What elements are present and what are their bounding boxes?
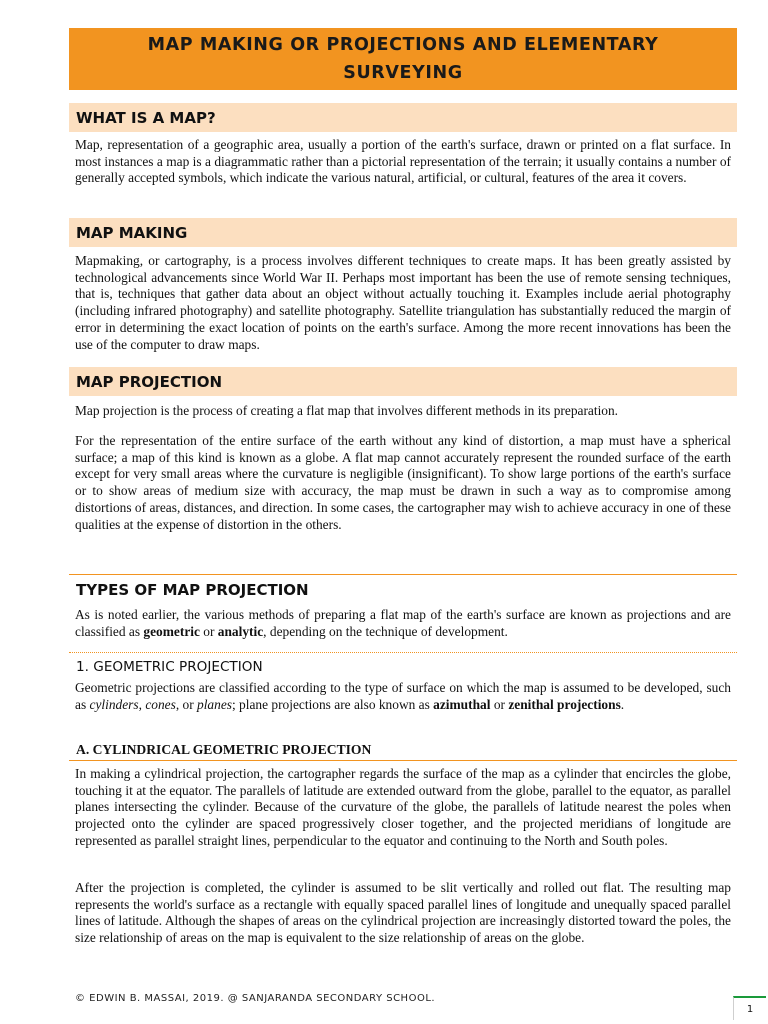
section-heading-map-making	[69, 218, 737, 247]
text-run: , depending on the technique of development.	[263, 623, 508, 639]
paragraph-cylindrical-2: After the projection is completed, the cylinder is assumed to be slit vertically and rolled out flat. The resulting map represents the world's surface as a rectangle with equally spaced parallel lines of longitude and unequally spaced parallel lines of latitude. Although the shapes of areas on the cylindrical projection are increasingly distorted toward the poles, the size relationship of areas on the map is equivalent to the size relationship of areas on the globe.	[75, 880, 731, 946]
section-heading-label: WHAT IS A MAP?	[76, 108, 216, 127]
paragraph-map-projection-detail: For the representation of the entire surface of the earth without any kind of distortion, a map must have a spherical surface; a map of this kind is known as a globe. A flat map cannot accurately represent the rounded surface of the earth except for very small areas where the curvature is negligible (insignificant). To show large portions of the earth's surface or to show areas of medium size with accuracy, the map must be drawn in such a way as to compromise among distortions of areas, distances, and direction. In some cases, the cartographer may wish to achieve accuracy in one of these qualities at the expense of distortion in the others.	[75, 433, 731, 532]
footer-copyright: © EDWIN B. MASSAI, 2019. @ SANJARANDA SECONDARY SCHOOL.	[75, 993, 436, 1004]
term-cylinders: cylinders	[89, 696, 139, 712]
subheading-geometric-projection	[69, 652, 737, 675]
section-heading-label: MAP PROJECTION	[76, 372, 223, 391]
text-run: ,	[138, 696, 146, 712]
section-heading-types-of-map-projection	[69, 574, 737, 605]
term-geometric: geometric	[143, 623, 200, 639]
text-run: ; plane projections are also known as	[231, 696, 434, 712]
subheading-label: A. CYLINDRICAL GEOMETRIC PROJECTION	[76, 741, 372, 757]
text-run: or	[199, 623, 218, 639]
paragraph-cylindrical-1: In making a cylindrical projection, the cartographer regards the surface of the map as a cylinder that encircles the globe, touching it at the equator. The parallels of latitude are extended outward from the globe, parallel to the equator, as parallel planes intersecting the cylinder. Because of the curvature of the globe, the parallels of latitude nearest the poles when projected onto the cylinder are spaced progressively closer together, and the projected meridians of longitude are represented as parallel straight lines, perpendicular to the equator and continuing to the North and South poles.	[75, 766, 731, 848]
subheading-label: 1. GEOMETRIC PROJECTION	[76, 659, 263, 675]
text-run: .	[620, 696, 625, 712]
subheading-cylindrical-projection	[69, 739, 737, 761]
section-heading-map-projection	[69, 367, 737, 396]
paragraph-geometric	[75, 680, 731, 713]
text-run: Geometric projections are classified according to the type of surface on which the map is assumed to be developed, such as	[75, 680, 731, 712]
text-run: or	[490, 696, 509, 712]
term-planes: planes	[197, 696, 232, 712]
section-heading-what-is-a-map	[69, 103, 737, 132]
term-cones: cones	[145, 696, 176, 712]
text-run: As is noted earlier, the various methods of preparing a flat map of the earth's surface are known as projections and are classified as	[75, 607, 731, 639]
page-number: 1	[733, 996, 766, 1020]
term-azimuthal: azimuthal	[433, 696, 491, 712]
paragraph-map-projection-intro: Map projection is the process of creating a flat map that involves different methods in its preparation.	[75, 403, 619, 418]
section-heading-label: TYPES OF MAP PROJECTION	[76, 581, 309, 599]
document-title: MAP MAKING OR PROJECTIONS AND ELEMENTARY SURVEYING	[147, 35, 659, 83]
term-analytic: analytic	[217, 623, 264, 639]
title-banner	[69, 28, 737, 90]
paragraph-what-is-a-map: Map, representation of a geographic area, usually a portion of the earth's surface, drawn or printed on a flat surface. In most instances a map is a diagrammatic rather than a pictorial representation of the terrain; it usually contains a number of generally accepted symbols, which indicate the various natural, artificial, or cultural, features of the area it covers.	[75, 137, 731, 186]
paragraph-map-making: Mapmaking, or cartography, is a process involves different techniques to create maps. It has been greatly assisted by technological advancements since World War II. Perhaps most important has been the use of remote sensing techniques, that is, techniques that gather data about an object without actually touching it. Examples include aerial photography (including infrared photography) and satellite photography. Satellite triangulation has substantially reduced the margin of error in determining the exact location of points on the earth's surface. Among the more recent innovations has been the use of the computer to draw maps.	[75, 253, 731, 352]
paragraph-types	[75, 607, 731, 640]
term-zenithal-projections: zenithal projections	[508, 696, 621, 712]
section-heading-label: MAP MAKING	[76, 223, 188, 242]
text-run: , or	[175, 696, 198, 712]
